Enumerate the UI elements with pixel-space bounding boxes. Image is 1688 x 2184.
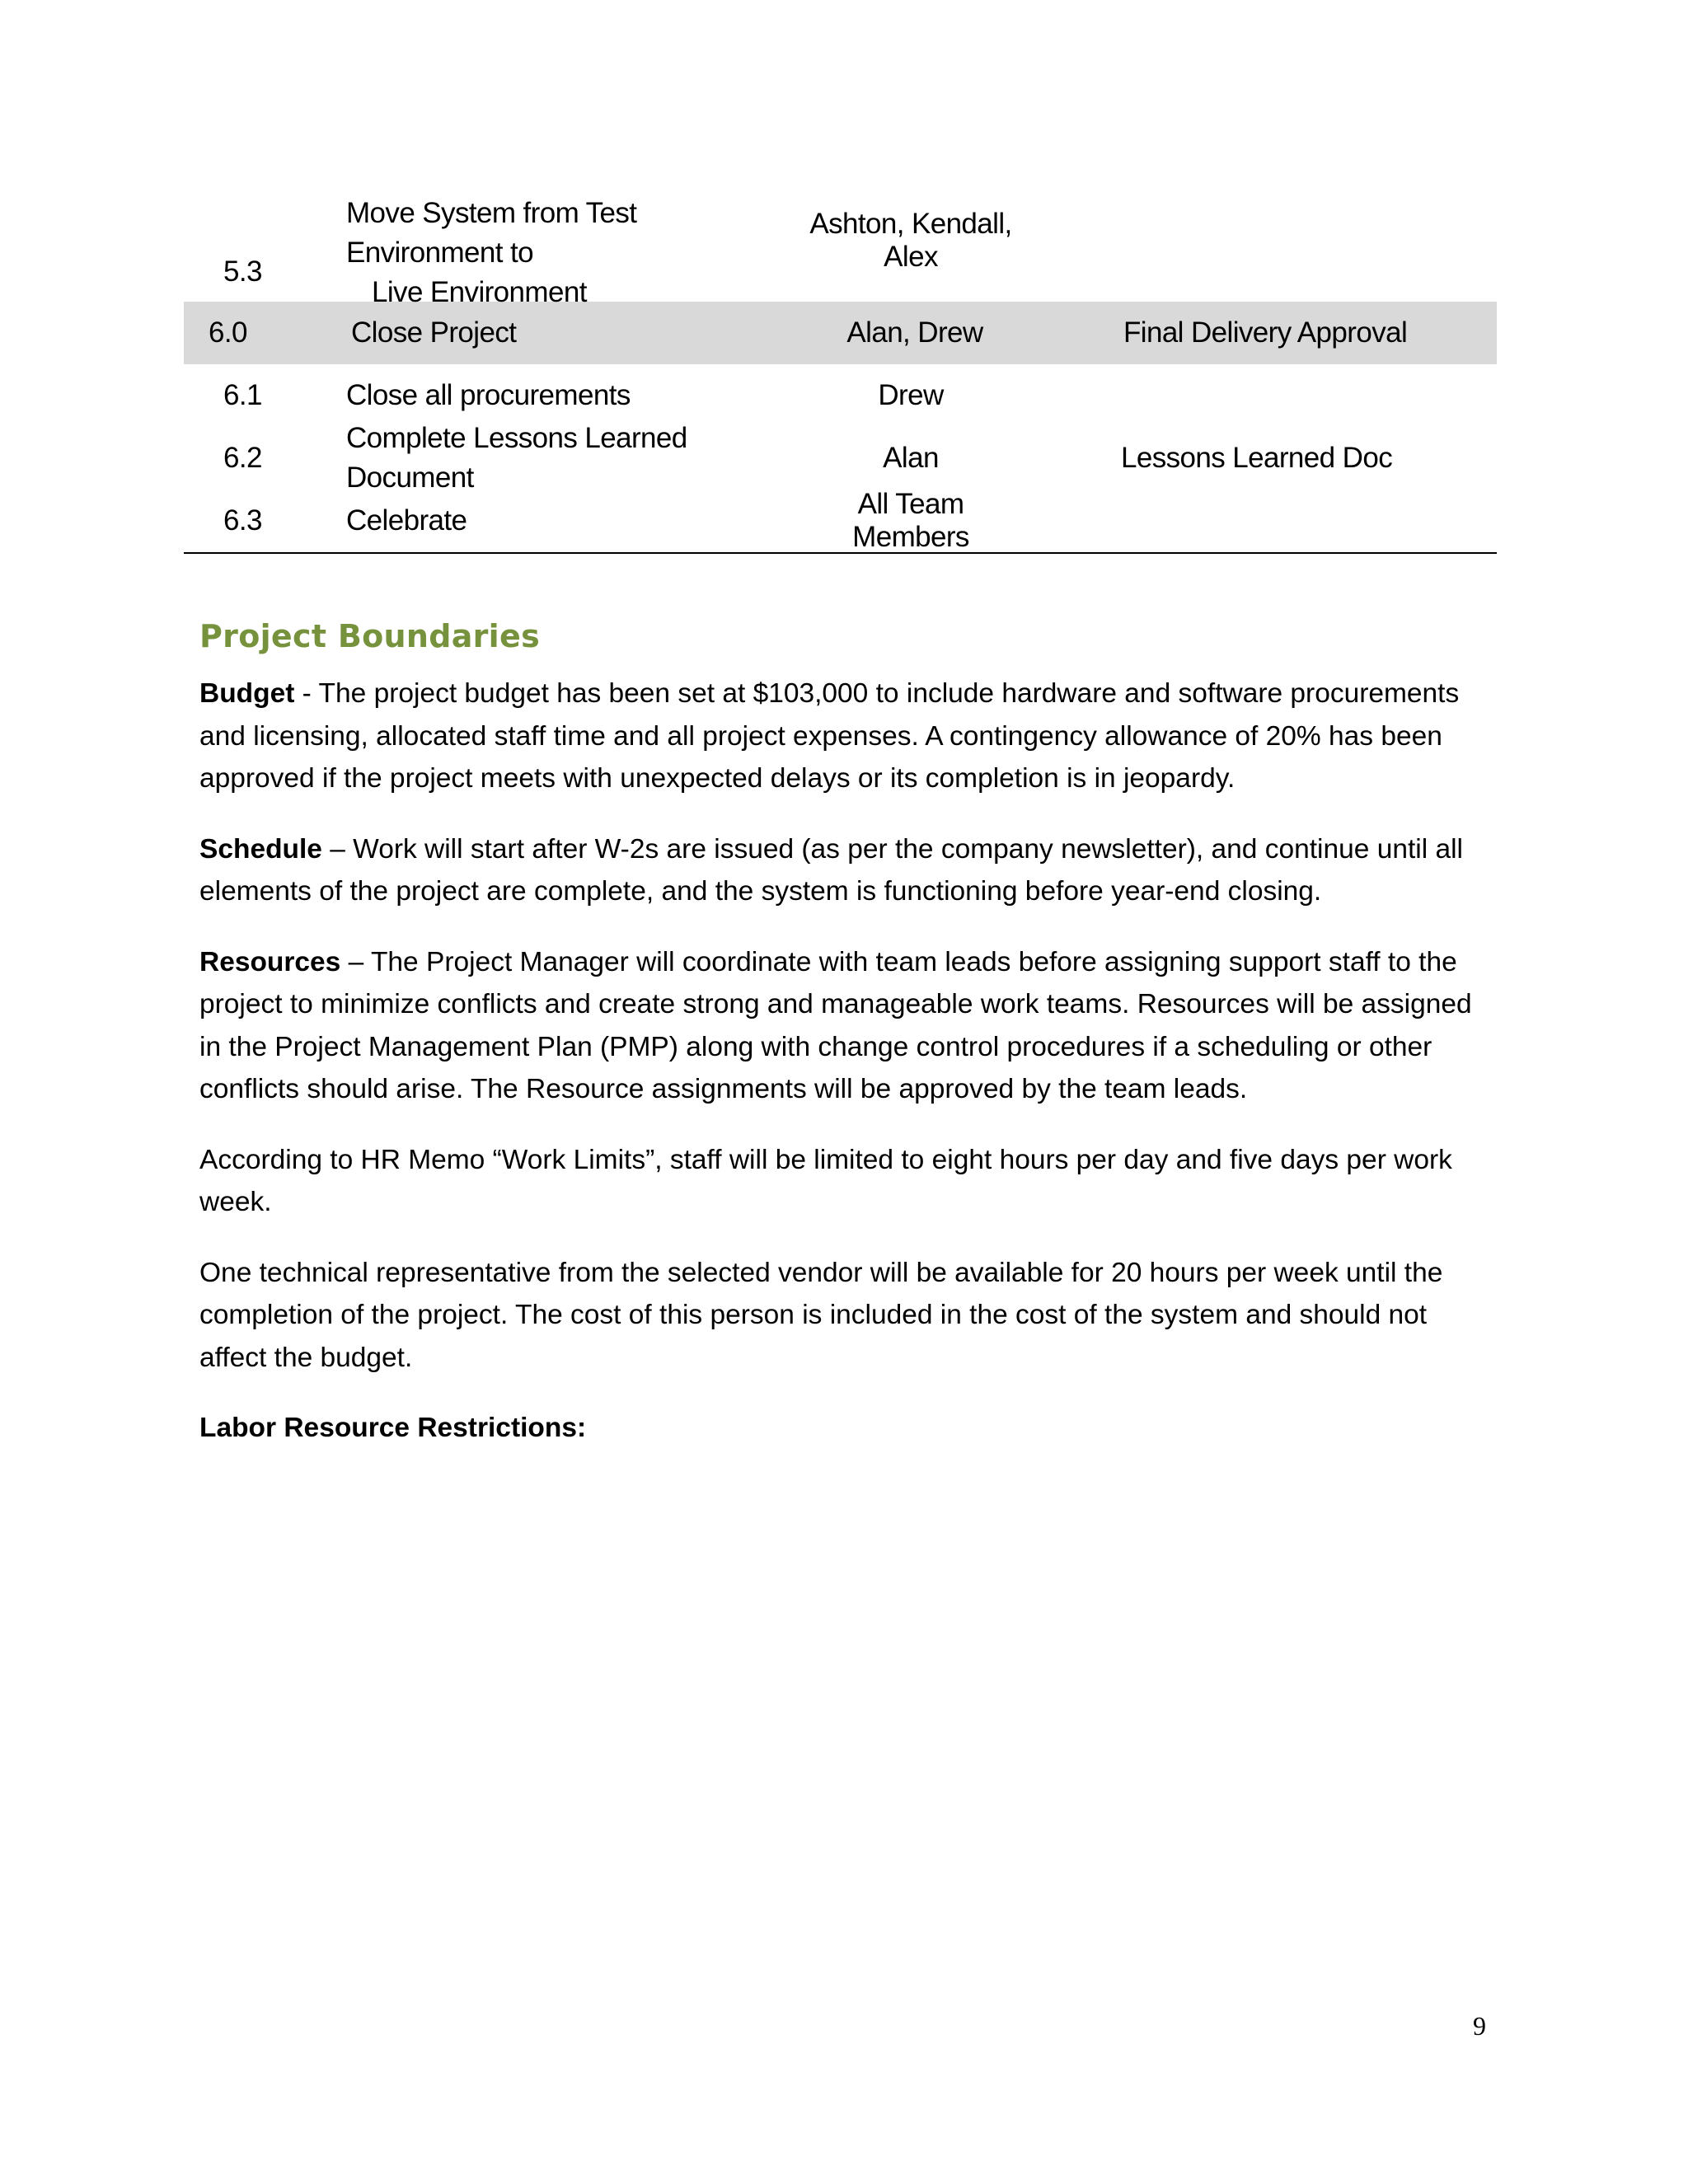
task-id: 5.3: [223, 255, 262, 288]
task-id: 6.2: [223, 442, 262, 474]
task-responsible: Drew: [878, 379, 944, 411]
schedule-text: – Work will start after W-2s are issued (as per the company newsletter), and continue until all elements of the project are complete, and the system is functioning before year-end closing.: [199, 833, 1463, 907]
resources-label: Resources: [199, 946, 341, 977]
schedule-paragraph: [199, 828, 1498, 913]
task-id: 6.1: [223, 379, 262, 411]
table-row: [184, 490, 1497, 552]
task-responsible: Ashton, Kendall, Alex: [809, 208, 1012, 273]
task-responsible: All Team Members: [852, 488, 969, 553]
resources-text: – The Project Manager will coordinate with team leads before assigning support staff to the project to minimize conflicts and create strong and manageable work teams. Resources will be assigned in the Project Management Plan (PMP) along with change control procedures if a scheduling or other conflicts should arise. The Resource assignments will be approved by the team leads.: [199, 946, 1472, 1104]
task-id: 6.0: [209, 316, 247, 349]
wbs-table: [184, 197, 1497, 554]
table-row: [184, 422, 1497, 494]
resources-paragraph: [199, 941, 1498, 1111]
table-row: [184, 364, 1497, 427]
task-name-line1: Move System from Test Environment to: [346, 197, 637, 269]
labor-restrictions-heading: Labor Resource Restrictions:: [199, 1413, 587, 1443]
budget-paragraph: [199, 673, 1498, 800]
task-name-line2: Live Environment: [372, 276, 587, 308]
section-heading: Project Boundaries: [199, 618, 540, 654]
project-boundaries-section: [199, 618, 1498, 1450]
task-name: Complete Lessons Learned Document: [346, 422, 687, 494]
task-name: [322, 194, 800, 312]
task-name: Close all procurements: [346, 379, 631, 411]
task-deliverable: Final Delivery Approval: [1123, 316, 1408, 349]
table-row: [184, 197, 1497, 308]
task-name: Close Project: [351, 316, 517, 349]
task-responsible: Alan: [883, 442, 939, 474]
task-responsible: Alan, Drew: [846, 316, 983, 349]
schedule-label: Schedule: [199, 833, 322, 865]
task-id: 6.3: [223, 504, 262, 537]
budget-label: Budget: [199, 678, 295, 709]
task-deliverable: Lessons Learned Doc: [1121, 442, 1393, 474]
hr-memo-paragraph: According to HR Memo “Work Limits”, staff will be limited to eight hours per day and five days per work week.: [199, 1144, 1452, 1217]
task-name: Celebrate: [346, 504, 467, 537]
page-number: 9: [1473, 2011, 1486, 2041]
vendor-paragraph: One technical representative from the selected vendor will be available for 20 hours per week until the completion of the project. The cost of this person is included in the cost of the system and should not affect the budget.: [199, 1257, 1443, 1373]
budget-text: - The project budget has been set at $103,000 to include hardware and software procurements and licensing, allocated staff time and all project expenses. A contingency allowance of 20% has been approved if the project meets with unexpected delays or its completion is in jeopardy.: [199, 678, 1460, 794]
